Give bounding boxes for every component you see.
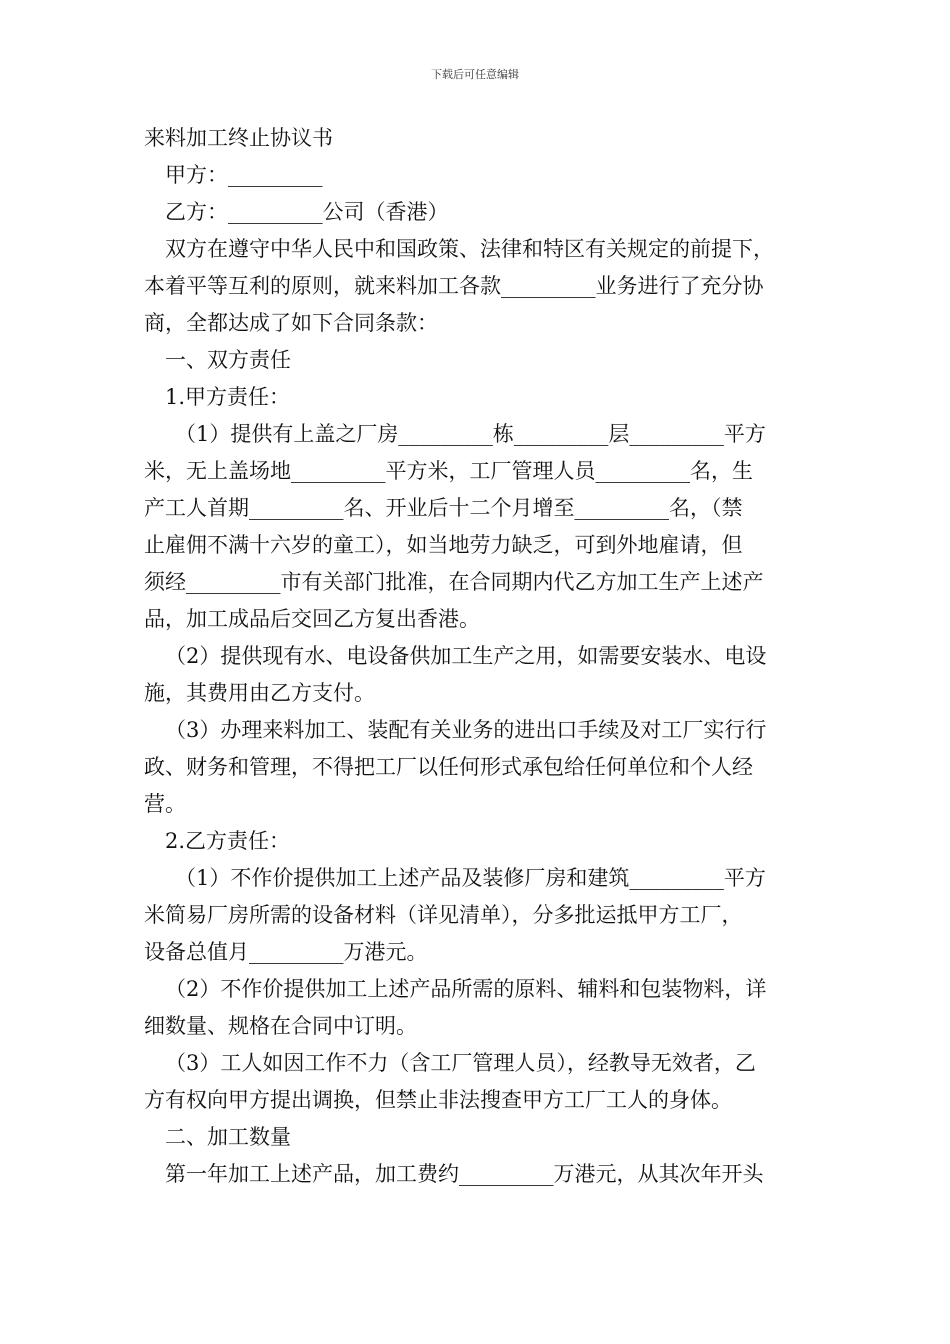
clause-line: 营。 <box>144 792 186 816</box>
document-title: 来料加工终止协议书 <box>144 126 333 150</box>
party-a-line: 甲方：_________ <box>165 163 323 187</box>
clause-line: 方有权向甲方提出调换，但禁止非法搜查甲方工厂工人的身体。 <box>144 1088 732 1112</box>
clause-line: 米简易厂房所需的设备材料（详见清单），分多批运抵甲方工厂， <box>144 903 743 927</box>
party-b-line: 乙方：_________公司（香港） <box>165 200 449 224</box>
clause-line: 止雇佣不满十六岁的童工），如当地劳力缺乏，可到外地雇请，但 <box>144 533 743 557</box>
subsection-heading: 2.乙方责任： <box>165 829 291 853</box>
clause-line: 施，其费用由乙方支付。 <box>144 681 375 705</box>
clause-line: 须经_________市有关部门批准，在合同期内代乙方加工生产上述产 <box>144 570 764 594</box>
clause-line: （1）提供有上盖之厂房_________栋_________层_________平方 <box>175 422 766 446</box>
header-note: 下载后可任意编辑 <box>431 68 519 81</box>
clause-line: （2）不作价提供加工上述产品所需的原料、辅料和包装物料，详 <box>165 977 767 1001</box>
clause-line: 米，无上盖场地_________平方米，工厂管理人员_________名，生 <box>144 459 753 483</box>
document-body <box>144 120 824 1193</box>
clause-line: （3）工人如因工作不力（含工厂管理人员），经教导无效者，乙 <box>165 1051 756 1075</box>
subsection-heading: 1.甲方责任： <box>165 385 291 409</box>
clause-line: 设备总值月_________万港元。 <box>144 940 428 964</box>
clause-line: 品，加工成品后交回乙方复出香港。 <box>144 607 480 631</box>
preamble-line: 商，全都达成了如下合同条款： <box>144 311 438 335</box>
section-heading: 二、加工数量 <box>165 1125 291 1149</box>
clause-line: （2）提供现有水、电设备供加工生产之用，如需要安装水、电设 <box>165 644 767 668</box>
clause-line: （1）不作价提供加工上述产品及装修厂房和建筑_________平方 <box>175 866 766 890</box>
clause-line: 第一年加工上述产品，加工费约_________万港元，从其次年开头 <box>165 1162 764 1186</box>
section-heading: 一、双方责任 <box>165 348 291 372</box>
clause-line: （3）办理来料加工、装配有关业务的进出口手续及对工厂实行行 <box>165 718 767 742</box>
clause-line: 细数量、规格在合同中订明。 <box>144 1014 417 1038</box>
clause-line: 产工人首期_________名、开业后十二个月增至_________名，（禁 <box>144 496 743 520</box>
preamble-line: 本着平等互利的原则，就来料加工各款_________业务进行了充分协 <box>144 274 764 298</box>
preamble-line: 双方在遵守中华人民中和国政策、法律和特区有关规定的前提下， <box>165 237 774 261</box>
clause-line: 政、财务和管理，不得把工厂以任何形式承包给任何单位和个人经 <box>144 755 753 779</box>
